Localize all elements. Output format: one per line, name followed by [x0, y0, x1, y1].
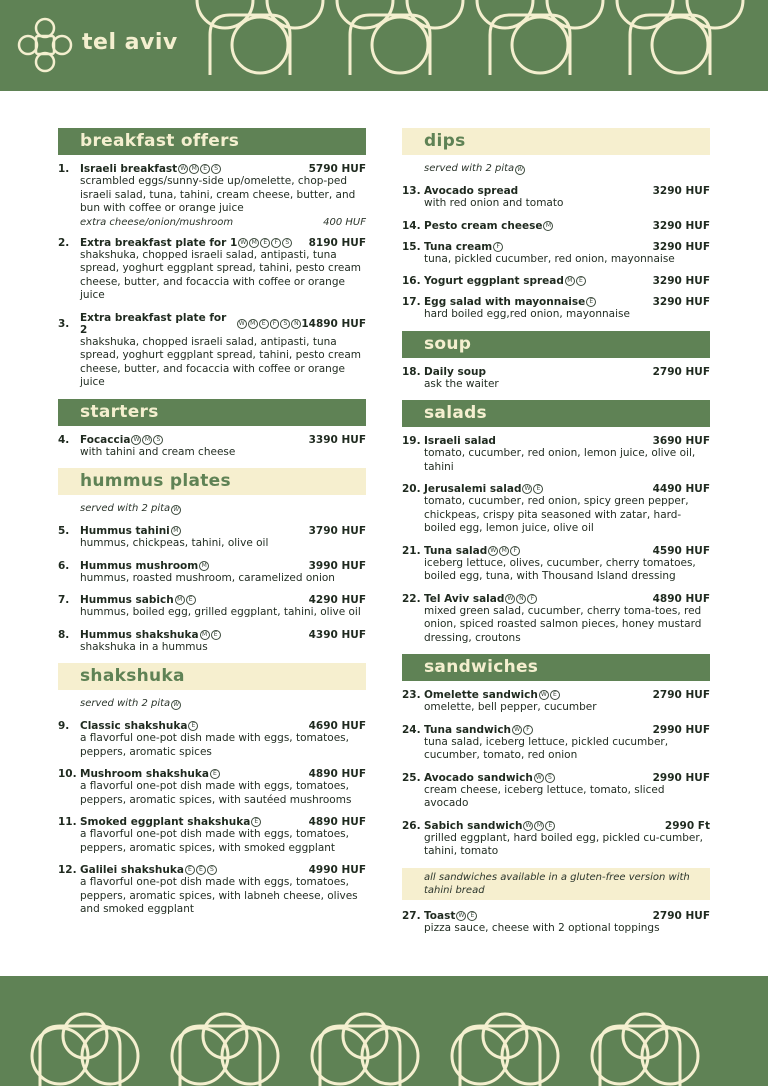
egg-icon: E — [260, 238, 270, 248]
menu-item — [58, 237, 366, 303]
menu-column-left — [58, 128, 366, 926]
egg-icon: E — [196, 865, 206, 875]
item-name — [80, 864, 309, 876]
item-description: scrambled eggs/sunny-side up/omelette, chop-ped israeli salad, tuna, tahini, cream cheese, butter, and bun with coffee or orange juice — [80, 175, 356, 214]
menu-item — [402, 366, 710, 392]
menu-item — [402, 910, 710, 936]
item-description: iceberg lettuce, olives, cucumber, cherry tomatoes, boiled egg, tuna, with Thousand Island dressing — [424, 556, 696, 582]
item-number: 18. — [402, 365, 421, 378]
item-name-text: Galilei shakshuka — [80, 864, 184, 876]
menu-item — [402, 241, 710, 267]
menu-item — [402, 296, 710, 322]
egg-icon: E — [200, 164, 210, 174]
item-price: 8190 HUF — [308, 236, 366, 249]
item-name-text: Tuna cream — [424, 240, 493, 253]
section-heading: hummus plates — [58, 468, 366, 495]
item-number: 27. — [402, 909, 421, 922]
item-name-text: Yogurt eggplant spread — [424, 275, 564, 287]
egg-icon: E — [185, 865, 195, 875]
brand-name: tel aviv — [82, 30, 178, 55]
menu-item-row — [58, 163, 366, 175]
item-description: hard boiled egg,red onion, mayonnaise — [424, 308, 630, 320]
item-name-text: Toast — [424, 909, 456, 922]
item-name-text: Sabich sandwich — [424, 819, 523, 832]
menu-item — [58, 720, 366, 759]
item-name — [424, 545, 653, 557]
item-number: 7. — [58, 594, 70, 606]
item-description: tomato, cucumber, red onion, spicy green pepper, chickpeas, crispy pita seasoned with zatar, hard-boiled egg, lemon juice, olive oil — [424, 495, 689, 534]
item-name — [424, 275, 653, 287]
item-description: hummus, boiled egg, grilled eggplant, tahini, olive oil — [80, 606, 361, 618]
menu-item-row — [402, 275, 710, 287]
item-number: 5. — [58, 525, 70, 537]
egg-icon: E — [586, 297, 596, 307]
item-description: grilled eggplant, hard boiled egg, pickled cu-cumber, tahini, tomato — [424, 831, 703, 857]
item-number: 22. — [402, 592, 421, 605]
item-price: 2790 HUF — [652, 365, 710, 378]
item-price: 3290 HUF — [652, 219, 710, 232]
milk-icon: M — [171, 526, 181, 536]
item-description: with red onion and tomato — [424, 197, 564, 209]
item-name — [80, 594, 309, 606]
menu-item — [402, 545, 710, 584]
item-number: 17. — [402, 296, 421, 308]
item-number: 4. — [58, 433, 70, 446]
item-number: 23. — [402, 689, 421, 701]
item-name-text: Extra breakfast plate for 2 — [80, 311, 227, 336]
mustard-icon: S — [211, 164, 221, 174]
menu-item-row — [402, 724, 710, 736]
arch-pattern-decoration — [0, 976, 768, 1086]
egg-icon: E — [467, 911, 477, 921]
footer-band — [0, 976, 768, 1086]
nut-icon: N — [516, 594, 526, 604]
menu-item-row — [402, 910, 710, 922]
item-description: a flavorful one-pot dish made with eggs, tomatoes, peppers, aromatic spices, with sautéed mushrooms — [80, 780, 352, 806]
item-name-text: Israeli breakfast — [80, 163, 178, 175]
item-extra — [58, 217, 366, 228]
item-number: 9. — [58, 720, 70, 732]
item-price: 4390 HUF — [308, 628, 366, 641]
item-name-text: Avocado spread — [424, 185, 519, 197]
item-name-text: Hummus mushroom — [80, 559, 199, 572]
menu-item — [58, 434, 366, 460]
item-description: shakshuka, chopped israeli salad, antipasti, tuna spread, yoghurt eggplant spread, tahini, pesto cream cheese, butter, and focaccia with coffee or orange juice — [80, 335, 362, 388]
item-name-text: Israeli salad — [424, 435, 496, 447]
wheat-icon: W — [171, 505, 181, 515]
item-name-text: Hummus sabich — [80, 594, 174, 606]
mustard-icon: S — [153, 435, 163, 445]
item-price: 4890 HUF — [308, 816, 366, 828]
egg-icon: E — [545, 821, 555, 831]
extra-price: 400 HUF — [323, 216, 366, 228]
item-name — [424, 483, 653, 495]
extra-label: extra cheese/onion/mushroom — [80, 216, 234, 228]
item-name — [80, 525, 309, 537]
item-description: mixed green salad, cucumber, cherry toma-toes, red onion, spiced roasted salmon pieces, honey mustard dressing, croutons — [424, 604, 702, 644]
menu-item-row — [402, 366, 710, 378]
menu-item — [58, 560, 366, 586]
item-description: a flavorful one-pot dish made with eggs, tomatoes, peppers, aromatic spices, with labneh cheese, olives and smoked eggplant — [80, 876, 358, 915]
wheat-icon: W — [512, 725, 522, 735]
menu-column-right — [402, 128, 710, 944]
menu-item — [402, 593, 710, 646]
item-price: 4590 HUF — [652, 544, 710, 557]
wheat-icon: W — [488, 546, 498, 556]
menu-item — [402, 772, 710, 811]
item-number: 14. — [402, 219, 421, 232]
item-price: 3290 HUF — [652, 240, 710, 253]
fish-icon: F — [271, 238, 281, 248]
item-name — [80, 816, 309, 828]
item-description: with tahini and cream cheese — [80, 445, 236, 458]
section-note — [58, 503, 366, 515]
milk-icon: M — [189, 164, 199, 174]
item-description: tuna, pickled cucumber, red onion, mayonnaise — [424, 252, 675, 265]
section-note-text: served with 2 pita — [80, 503, 171, 514]
menu-item-row — [402, 185, 710, 197]
item-name — [424, 820, 665, 832]
menu-item-row — [402, 296, 710, 308]
item-name — [424, 689, 653, 701]
item-name — [424, 366, 653, 378]
menu-item-row — [58, 312, 366, 336]
section-heading: salads — [402, 400, 710, 427]
egg-icon: E — [550, 690, 560, 700]
item-number: 11. — [58, 816, 77, 828]
egg-icon: E — [186, 595, 196, 605]
section-heading: breakfast offers — [58, 128, 366, 155]
menu-item — [402, 483, 710, 536]
item-number: 25. — [402, 771, 421, 784]
milk-icon: M — [499, 546, 509, 556]
item-name-text: Omelette sandwich — [424, 689, 538, 701]
item-name — [424, 593, 653, 605]
wheat-icon: W — [456, 911, 466, 921]
item-number: 2. — [58, 236, 70, 249]
item-name-text: Pesto cream cheese — [424, 219, 543, 232]
section-note-text: served with 2 pita — [80, 698, 171, 709]
menu-item-row — [58, 629, 366, 641]
menu-item — [58, 816, 366, 855]
wheat-icon: W — [238, 319, 245, 327]
item-name — [424, 241, 653, 253]
item-number: 20. — [402, 483, 421, 495]
mustard-icon: S — [280, 319, 290, 329]
milk-icon: M — [543, 221, 553, 231]
milk-icon: M — [565, 276, 575, 286]
item-price: 2790 HUF — [652, 689, 710, 701]
item-description: hummus, roasted mushroom, caramelized onion — [80, 571, 335, 584]
item-number: 16. — [402, 275, 421, 287]
item-name — [80, 720, 309, 732]
item-number: 10. — [58, 768, 77, 780]
menu-item-row — [58, 560, 366, 572]
item-price: 4890 HUF — [652, 592, 710, 605]
item-number: 21. — [402, 544, 421, 557]
item-description: a flavorful one-pot dish made with eggs, tomatoes, peppers, aromatic spices, with smoked eggplant — [80, 828, 349, 854]
fish-icon: F — [510, 546, 520, 556]
menu-item-row — [402, 545, 710, 557]
menu-item-row — [58, 237, 366, 249]
menu-item-row — [58, 720, 366, 732]
section-heading: starters — [58, 399, 366, 426]
item-name — [80, 629, 309, 641]
item-name-text: Avocado sandwich — [424, 771, 533, 784]
item-description: tuna salad, iceberg lettuce, pickled cucumber, cucumber, tomato, red onion — [424, 735, 669, 761]
item-name — [80, 312, 301, 336]
menu-item-row — [58, 525, 366, 537]
menu-item-row — [402, 689, 710, 701]
menu-item — [402, 275, 710, 287]
item-name — [424, 185, 653, 197]
item-name-text: Mushroom shakshuka — [80, 768, 209, 780]
section-heading: dips — [402, 128, 710, 155]
item-price: 3390 HUF — [308, 433, 366, 446]
item-description: shakshuka, chopped israeli salad, antipasti, tuna spread, yoghurt eggplant spread, tahini, pesto cream cheese, butter, and focaccia with coffee or orange juice — [80, 248, 362, 301]
item-name — [80, 434, 309, 446]
menu-item-row — [402, 593, 710, 605]
egg-icon: E — [211, 630, 221, 640]
item-number: 12. — [58, 864, 77, 876]
item-name-text: Tuna sandwich — [424, 723, 512, 736]
item-number: 15. — [402, 240, 421, 253]
menu-item — [402, 724, 710, 763]
item-price: 5790 HUF — [308, 163, 366, 175]
item-name-text: Smoked eggplant shakshuka — [80, 816, 251, 828]
item-number: 6. — [58, 559, 70, 572]
header-band — [0, 0, 768, 91]
wheat-icon: W — [539, 690, 549, 700]
wheat-icon: W — [534, 773, 544, 783]
egg-icon: E — [210, 769, 220, 779]
item-name-text: Tel Aviv salad — [424, 592, 505, 605]
menu-item-row — [402, 241, 710, 253]
item-number: 1. — [58, 163, 70, 175]
item-name — [424, 435, 653, 447]
nut-icon: N — [291, 319, 301, 329]
wheat-icon: W — [522, 484, 532, 494]
item-price: 4290 HUF — [308, 594, 366, 606]
fish-icon: F — [493, 242, 503, 252]
section-heading: soup — [402, 331, 710, 358]
fish-icon: F — [527, 594, 537, 604]
mustard-icon: S — [282, 238, 292, 248]
sandwich-footnote: all sandwiches available in a gluten-free version with tahini bread — [402, 868, 710, 900]
item-name — [424, 772, 653, 784]
menu-item — [58, 594, 366, 620]
item-name-text: Daily soup — [424, 365, 486, 378]
menu-item — [58, 768, 366, 807]
item-description: a flavorful one-pot dish made with eggs, tomatoes, peppers, aromatic spices — [80, 732, 349, 758]
item-number: 26. — [402, 819, 421, 832]
menu-item-row — [402, 435, 710, 447]
egg-icon: E — [188, 721, 198, 731]
item-price: 4490 HUF — [652, 483, 710, 495]
item-price: 3790 HUF — [308, 525, 366, 537]
section-heading: sandwiches — [402, 654, 710, 681]
item-description: cream cheese, iceberg lettuce, tomato, sliced avocado — [424, 783, 665, 809]
item-name-text: Tuna salad — [424, 544, 488, 557]
menu-item — [58, 629, 366, 655]
item-name-text: Hummus shakshuka — [80, 628, 199, 641]
item-name-text: Extra breakfast plate for 1 — [80, 236, 238, 249]
wheat-icon: W — [171, 700, 181, 710]
item-price: 4990 HUF — [308, 864, 366, 876]
item-price: 4890 HUF — [308, 768, 366, 780]
menu-item — [402, 689, 710, 715]
item-price: 3290 HUF — [652, 275, 710, 287]
egg-icon: E — [251, 817, 261, 827]
item-name-text: Jerusalemi salad — [424, 483, 522, 495]
item-price: 3290 HUF — [652, 185, 710, 197]
menu-item-row — [58, 816, 366, 828]
section-note — [402, 163, 710, 175]
wheat-icon: W — [131, 435, 141, 445]
item-description: hummus, chickpeas, tahini, olive oil — [80, 537, 269, 549]
item-name-text: Classic shakshuka — [80, 720, 188, 732]
item-price: 2990 HUF — [652, 723, 710, 736]
milk-icon: M — [249, 238, 259, 248]
menu-item — [58, 163, 366, 228]
menu-item — [58, 312, 366, 390]
item-description: omelette, bell pepper, cucumber — [424, 701, 597, 713]
item-number: 19. — [402, 435, 421, 447]
item-name-text: Hummus tahini — [80, 525, 170, 537]
egg-icon: E — [259, 319, 269, 329]
wheat-icon: W — [515, 165, 525, 175]
wheat-icon: W — [178, 164, 188, 174]
item-number: 13. — [402, 185, 421, 197]
wheat-icon: W — [505, 594, 515, 604]
milk-icon: M — [534, 821, 544, 831]
item-name-text: Focaccia — [80, 433, 131, 446]
item-description: shakshuka in a hummus — [80, 640, 208, 653]
milk-icon: M — [199, 561, 209, 571]
section-note-text: served with 2 pita — [424, 163, 515, 174]
item-name — [424, 220, 653, 232]
item-name — [424, 724, 653, 736]
item-price: 2790 HUF — [652, 909, 710, 922]
item-name — [424, 296, 653, 308]
menu-item-row — [402, 820, 710, 832]
item-number: 8. — [58, 628, 70, 641]
item-price: 4690 HUF — [308, 720, 366, 732]
item-name — [80, 768, 309, 780]
menu-item-row — [402, 483, 710, 495]
item-price: 14890 HUF — [301, 317, 366, 330]
item-name-text: Egg salad with mayonnaise — [424, 296, 586, 308]
menu-item-row — [58, 768, 366, 780]
menu-item — [402, 185, 710, 211]
fish-icon: F — [523, 725, 533, 735]
menu-item-row — [58, 434, 366, 446]
fish-icon: F — [270, 319, 280, 329]
wheat-icon: W — [238, 238, 248, 248]
item-price: 2990 Ft — [664, 819, 710, 832]
item-price: 3990 HUF — [308, 559, 366, 572]
item-description: ask the waiter — [424, 377, 499, 390]
menu-item — [58, 864, 366, 917]
menu-item-row — [58, 594, 366, 606]
section-heading: shakshuka — [58, 663, 366, 690]
menu-item-row — [58, 864, 366, 876]
menu-item — [58, 525, 366, 551]
item-name — [80, 560, 309, 572]
egg-icon: E — [576, 276, 586, 286]
item-price: 2990 HUF — [652, 771, 710, 784]
milk-icon: M — [200, 630, 210, 640]
egg-icon: E — [533, 484, 543, 494]
milk-icon: M — [248, 319, 258, 329]
item-price: 3290 HUF — [652, 296, 710, 308]
menu-item — [402, 435, 710, 474]
menu-item — [402, 220, 710, 232]
item-name — [424, 910, 653, 922]
mustard-icon: S — [545, 773, 555, 783]
item-description: tomato, cucumber, red onion, lemon juice, olive oil, tahini — [424, 447, 696, 473]
item-name — [80, 237, 309, 249]
item-price: 3690 HUF — [652, 435, 710, 447]
item-description: pizza sauce, cheese with 2 optional toppings — [424, 921, 660, 934]
milk-icon: M — [142, 435, 152, 445]
item-number: 3. — [58, 317, 70, 330]
menu-item-row — [402, 772, 710, 784]
menu-item — [402, 820, 710, 859]
milk-icon: M — [175, 595, 185, 605]
item-name — [80, 163, 309, 175]
mustard-icon: S — [207, 865, 217, 875]
item-number: 24. — [402, 723, 421, 736]
menu-item-row — [402, 220, 710, 232]
logo-icon — [14, 14, 76, 76]
wheat-icon: W — [523, 821, 533, 831]
section-note — [58, 698, 366, 710]
